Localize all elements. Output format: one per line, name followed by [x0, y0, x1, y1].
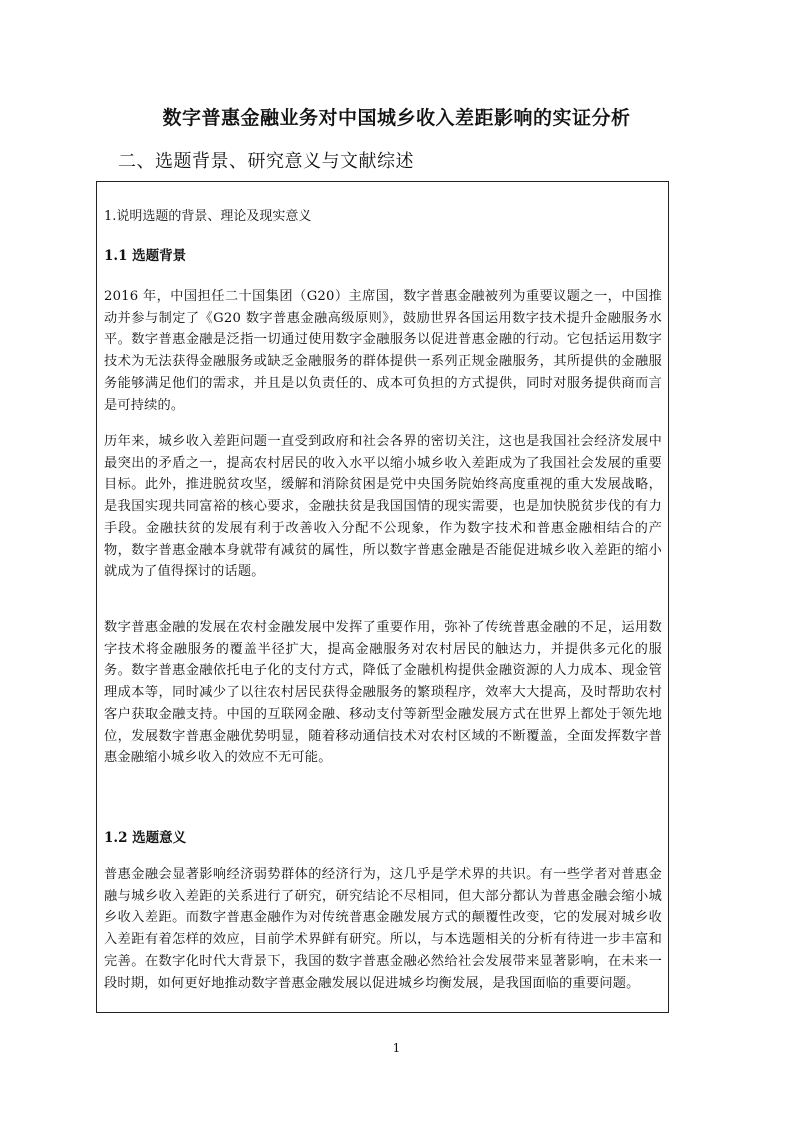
paragraph-significance: 普惠金融会显著影响经济弱势群体的经济行为，这几乎是学术界的共识。有一些学者对普惠金融与城乡收入差距的关系进行了研究，研究结论不尽相同，但大部分都认为普惠金融会缩小城乡收入差距。而数字普惠金融作为对传统普惠金融发展方式的颠覆性改变，它的发展对城乡收入差距有着怎样的效应，目前学术界鲜有研究。所以，与本选题相关的分析有待进一步丰富和完善。在数字化时代大背景下，我国的数字普惠金融必然给社会发展带来显著影响，在未来一段时期，如何更好地推动数字普惠金融发展以促进城乡均衡发展，是我国面临的重要问题。 [104, 867, 662, 991]
paragraph-background-2: 历年来，城乡收入差距问题一直受到政府和社会各界的密切关注，这也是我国社会经济发展中最突出的矛盾之一，提高农村居民的收入水平以缩小城乡收入差距成为了我国社会发展的重要目标。此外，推进脱贫攻坚，缓解和消除贫困是党中央国务院始终高度重视的重大发展战略，是我国实现共同富裕的核心要求，金融扶贫是我国国情的现实需要，也是加快脱贫步伐的有力手段。金融扶贫的发展有利于改善收入分配不公现象，作为数字技术和普惠金融相结合的产物，数字普惠金融本身就带有减贫的属性，所以数字普惠金融是否能促进城乡收入差距的缩小就成为了值得探讨的话题。 [104, 434, 662, 580]
section-heading: 二、选题背景、研究意义与文献综述 [118, 151, 414, 172]
paragraph-background-1: 2016 年，中国担任二十国集团（G20）主席国，数字普惠金融被列为重要议题之一，中国推动并参与制定了《G20 数字普惠金融高级原则》，鼓励世界各国运用数字技术提升金融服务水平。数字普惠金融是泛指一切通过使用数字金融服务以促进普惠金融的行动。它包括运用数字技术为无法获得金融服务或缺乏金融服务的群体提供一系列正规金融服务，其所提供的金融服务能够满足他们的需求，并且是以负责任的、成本可负担的方式提供，同时对服务提供商而言是可持续的。 [104, 289, 662, 413]
paragraph-background-3: 数字普惠金融的发展在农村金融发展中发挥了重要作用，弥补了传统普惠金融的不足，运用数字技术将金融服务的覆盖半径扩大，提高金融服务对农村居民的触达力，并提供多元化的服务。数字普惠金融依托电子化的支付方式，降低了金融机构提供金融资源的人力成本、现金管理成本等，同时减少了以往农村居民获得金融服务的繁琐程序，效率大大提高，及时帮助农村客户获取金融支持。中国的互联网金融、移动支付等新型金融发展方式在世界上都处于领先地位，发展数字普惠金融优势明显，随着移动通信技术对农村区域的不断覆盖，全面发挥数字普惠金融缩小城乡收入的效应不无可能。 [104, 620, 662, 766]
page-number: 1 [392, 1041, 401, 1055]
heading-background: 1.1 选题背景 [104, 248, 187, 264]
document-title: 数字普惠金融业务对中国城乡收入差距影响的实证分析 [162, 107, 631, 129]
subsection-label: 1.说明选题的背景、理论及现实意义 [104, 209, 312, 224]
heading-significance: 1.2 选题意义 [104, 830, 187, 846]
